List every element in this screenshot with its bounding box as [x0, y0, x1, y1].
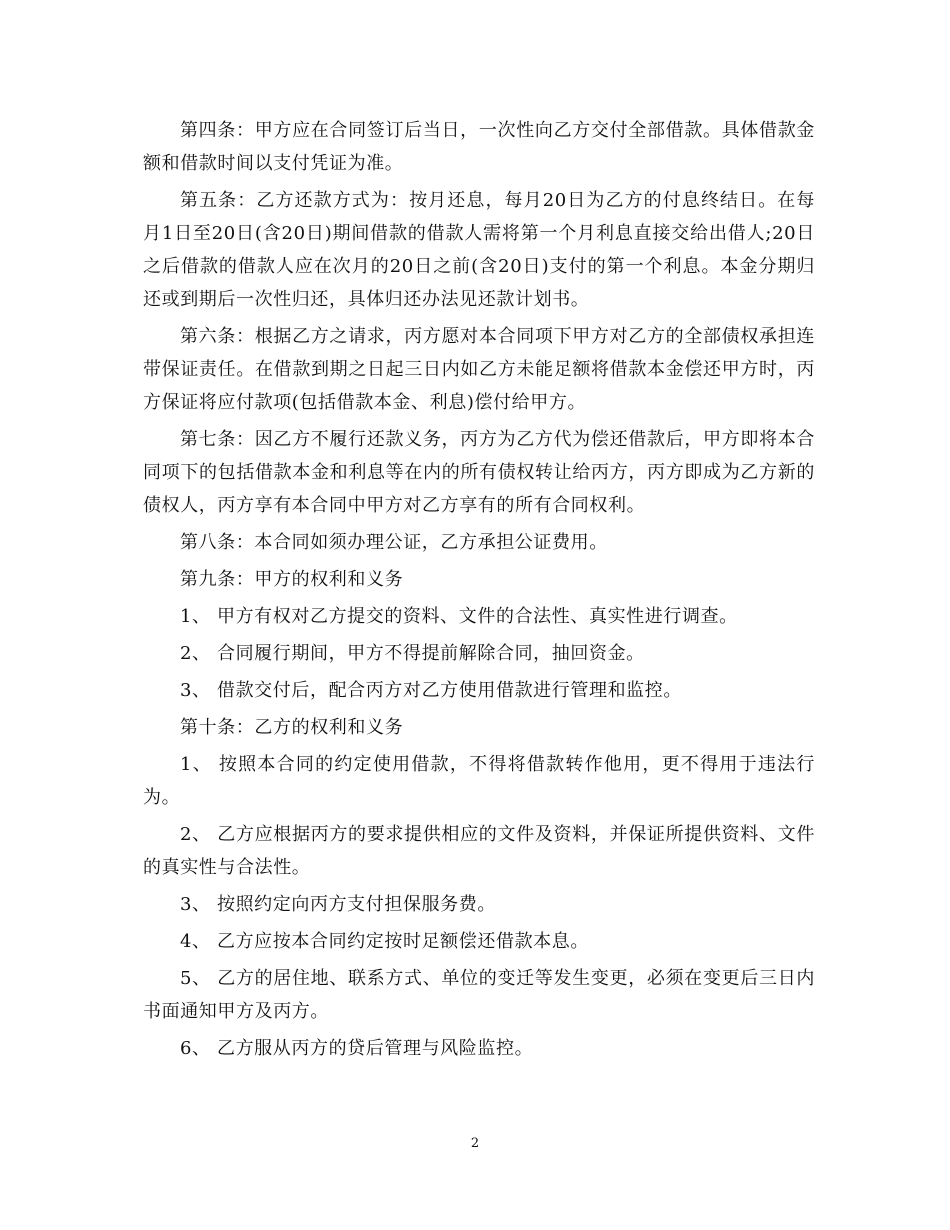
- article-9-heading: 第九条：甲方的权利和义务: [180, 569, 404, 590]
- article-10-item-3: 3、 按照约定向丙方支付担保服务费。: [180, 894, 496, 915]
- article-10-item-1: 1、 按照本合同的约定使用借款，不得将借款转作他用，更不得用于违法行为。: [143, 754, 815, 808]
- article-8-paragraph: 第八条：本合同如须办理公证，乙方承担公证费用。: [180, 532, 608, 553]
- article-9-item-1: 1、 甲方有权对乙方提交的资料、文件的合法性、真实性进行调查。: [180, 606, 738, 627]
- article-10-item-2: 2、 乙方应根据丙方的要求提供相应的文件及资料，并保证所提供资料、文件的真实性与合法性。: [143, 824, 815, 878]
- article-10-heading: 第十条：乙方的权利和义务: [180, 717, 404, 738]
- article-10-item-5: 5、 乙方的居住地、联系方式、单位的变迁等发生变更，必须在变更后三日内书面通知甲方及丙方。: [143, 968, 815, 1022]
- article-6-paragraph: 第六条：根据乙方之请求，丙方愿对本合同项下甲方对乙方的全部债权承担连带保证责任。在借款到期之日起三日内如乙方未能足额将借款本金偿还甲方时，丙方保证将应付款项(包括借款本金、利息)偿付给甲方。: [143, 326, 815, 413]
- article-10-item-4: 4、 乙方应按本合同约定按时足额偿还借款本息。: [180, 931, 589, 952]
- document-body: [143, 114, 815, 1065]
- article-5-paragraph: 第五条：乙方还款方式为：按月还息，每月20日为乙方的付息终结日。在每月1日至20日(含20日)期间借款的借款人需将第一个月利息直接交给出借人;20日之后借款的借款人应在次月的20日之前(含20日)支付的第一个利息。本金分期归还或到期后一次性归还，具体归还办法见还款计划书。: [143, 190, 815, 310]
- article-9-item-2: 2、 合同履行期间，甲方不得提前解除合同，抽回资金。: [180, 643, 645, 664]
- article-7-paragraph: 第七条：因乙方不履行还款义务，丙方为乙方代为偿还借款后，甲方即将本合同项下的包括借款本金和利息等在内的所有债权转让给丙方，丙方即成为乙方新的债权人，丙方享有本合同中甲方对乙方享有的所有合同权利。: [143, 429, 815, 516]
- page-number: 2: [470, 1136, 480, 1151]
- article-9-item-3: 3、 借款交付后，配合丙方对乙方使用借款进行管理和监控。: [180, 680, 682, 701]
- article-4-paragraph: 第四条：甲方应在合同签订后当日，一次性向乙方交付全部借款。具体借款金额和借款时间以支付凭证为准。: [143, 120, 815, 174]
- article-10-item-6: 6、 乙方服从丙方的贷后管理与风险监控。: [180, 1038, 534, 1059]
